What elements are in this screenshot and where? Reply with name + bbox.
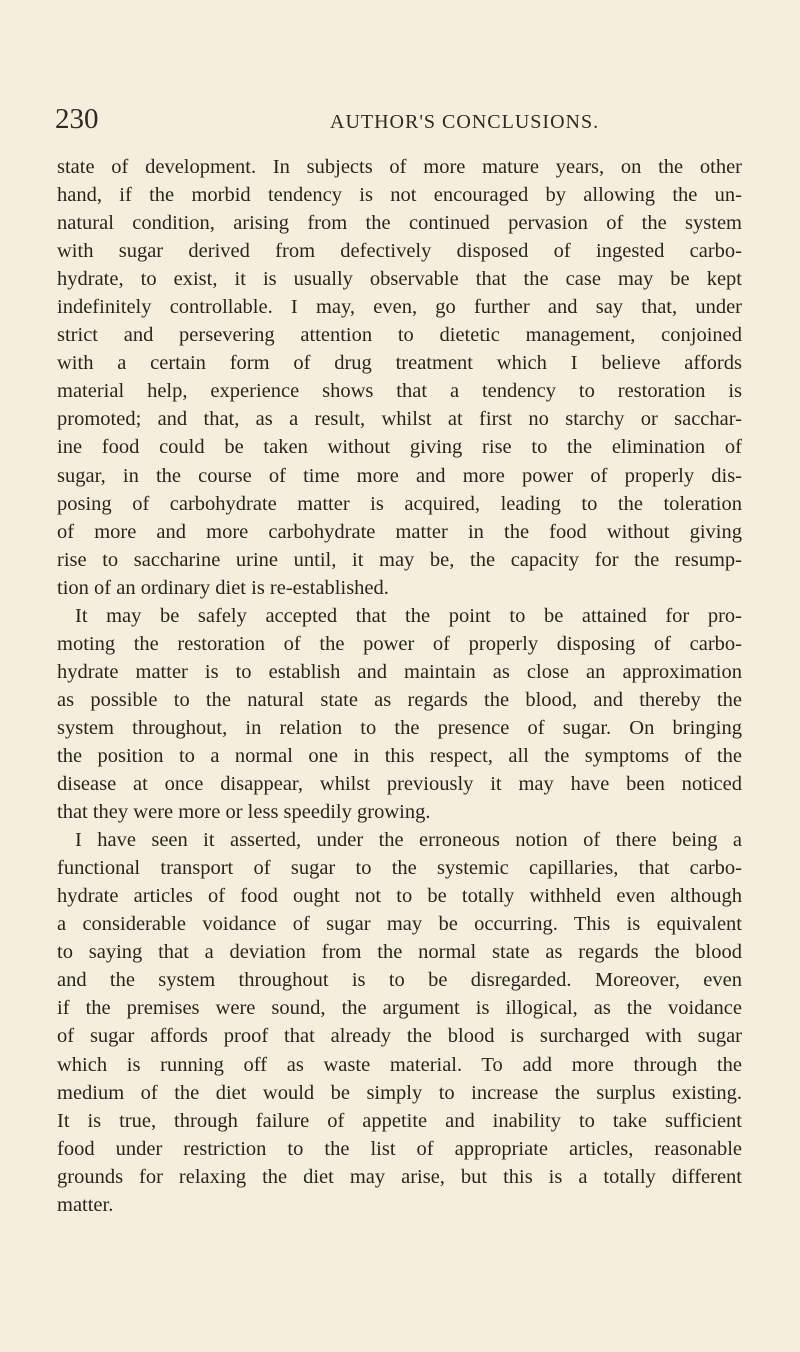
text-line: to saying that a deviation from the normal state as regards the blood <box>57 941 742 964</box>
text-line: and the system throughout is to be disregarded. Moreover, even <box>57 969 742 992</box>
text-line: system throughout, in relation to the presence of sugar. On bringing <box>57 716 742 739</box>
text-line: hydrate articles of food ought not to be totally withheld even although <box>57 885 742 908</box>
text-line: that they were more or less speedily growing. <box>57 801 431 824</box>
text-line: ine food could be taken without giving rise to the elimination of <box>57 436 742 459</box>
running-title: AUTHOR'S CONCLUSIONS. <box>330 111 600 133</box>
text-line: posing of carbohydrate matter is acquired, leading to the toleration <box>57 492 742 515</box>
text-line: tion of an ordinary diet is re-established. <box>57 576 389 599</box>
text-line: food under restriction to the list of appropriate articles, reasonable <box>57 1137 742 1160</box>
text-line: with sugar derived from defectively disposed of ingested carbo- <box>57 240 742 263</box>
text-line: with a certain form of drug treatment which I believe affords <box>57 352 742 375</box>
text-line: matter. <box>57 1193 114 1216</box>
text-line: hand, if the morbid tendency is not encouraged by allowing the un- <box>57 184 742 207</box>
text-line: rise to saccharine urine until, it may be, the capacity for the resump- <box>57 548 742 571</box>
text-line: indefinitely controllable. I may, even, go further and say that, under <box>57 296 742 319</box>
text-line: disease at once disappear, whilst previously it may have been noticed <box>57 773 742 796</box>
text-line: as possible to the natural state as regards the blood, and thereby the <box>57 688 742 711</box>
text-line: if the premises were sound, the argument is illogical, as the voidance <box>57 997 742 1020</box>
text-line: strict and persevering attention to dietetic management, conjoined <box>57 324 742 347</box>
text-line: hydrate, to exist, it is usually observable that the case may be kept <box>57 268 742 291</box>
body-text <box>57 153 742 1219</box>
text-line: grounds for relaxing the diet may arise, but this is a totally different <box>57 1165 742 1188</box>
text-line: sugar, in the course of time more and more power of properly dis- <box>57 464 742 487</box>
text-line: which is running off as waste material. To add more through the <box>57 1053 742 1076</box>
text-line: medium of the diet would be simply to increase the surplus existing. <box>57 1081 742 1104</box>
running-header <box>0 103 800 135</box>
text-line: promoted; and that, as a result, whilst at first no starchy or sacchar- <box>57 408 742 431</box>
text-line: state of development. In subjects of more mature years, on the other <box>57 156 742 178</box>
text-line: hydrate matter is to establish and maintain as close an approximation <box>57 660 742 683</box>
text-line: material help, experience shows that a tendency to restoration is <box>57 380 742 403</box>
page-number: 230 <box>55 103 99 135</box>
text-line: the position to a normal one in this respect, all the symptoms of the <box>57 744 742 767</box>
text-line: moting the restoration of the power of properly disposing of carbo- <box>57 632 742 655</box>
text-line: of sugar affords proof that already the blood is surcharged with sugar <box>57 1025 742 1048</box>
text-line: It may be safely accepted that the point to be attained for pro- <box>75 604 742 627</box>
text-line: functional transport of sugar to the systemic capillaries, that carbo- <box>57 857 742 880</box>
text-line: I have seen it asserted, under the erroneous notion of there being a <box>75 829 742 852</box>
text-line: natural condition, arising from the continued pervasion of the system <box>57 212 742 235</box>
text-line: It is true, through failure of appetite and inability to take sufficient <box>57 1109 742 1132</box>
text-line: a considerable voidance of sugar may be occurring. This is equivalent <box>57 913 742 936</box>
text-line: of more and more carbohydrate matter in the food without giving <box>57 520 742 543</box>
